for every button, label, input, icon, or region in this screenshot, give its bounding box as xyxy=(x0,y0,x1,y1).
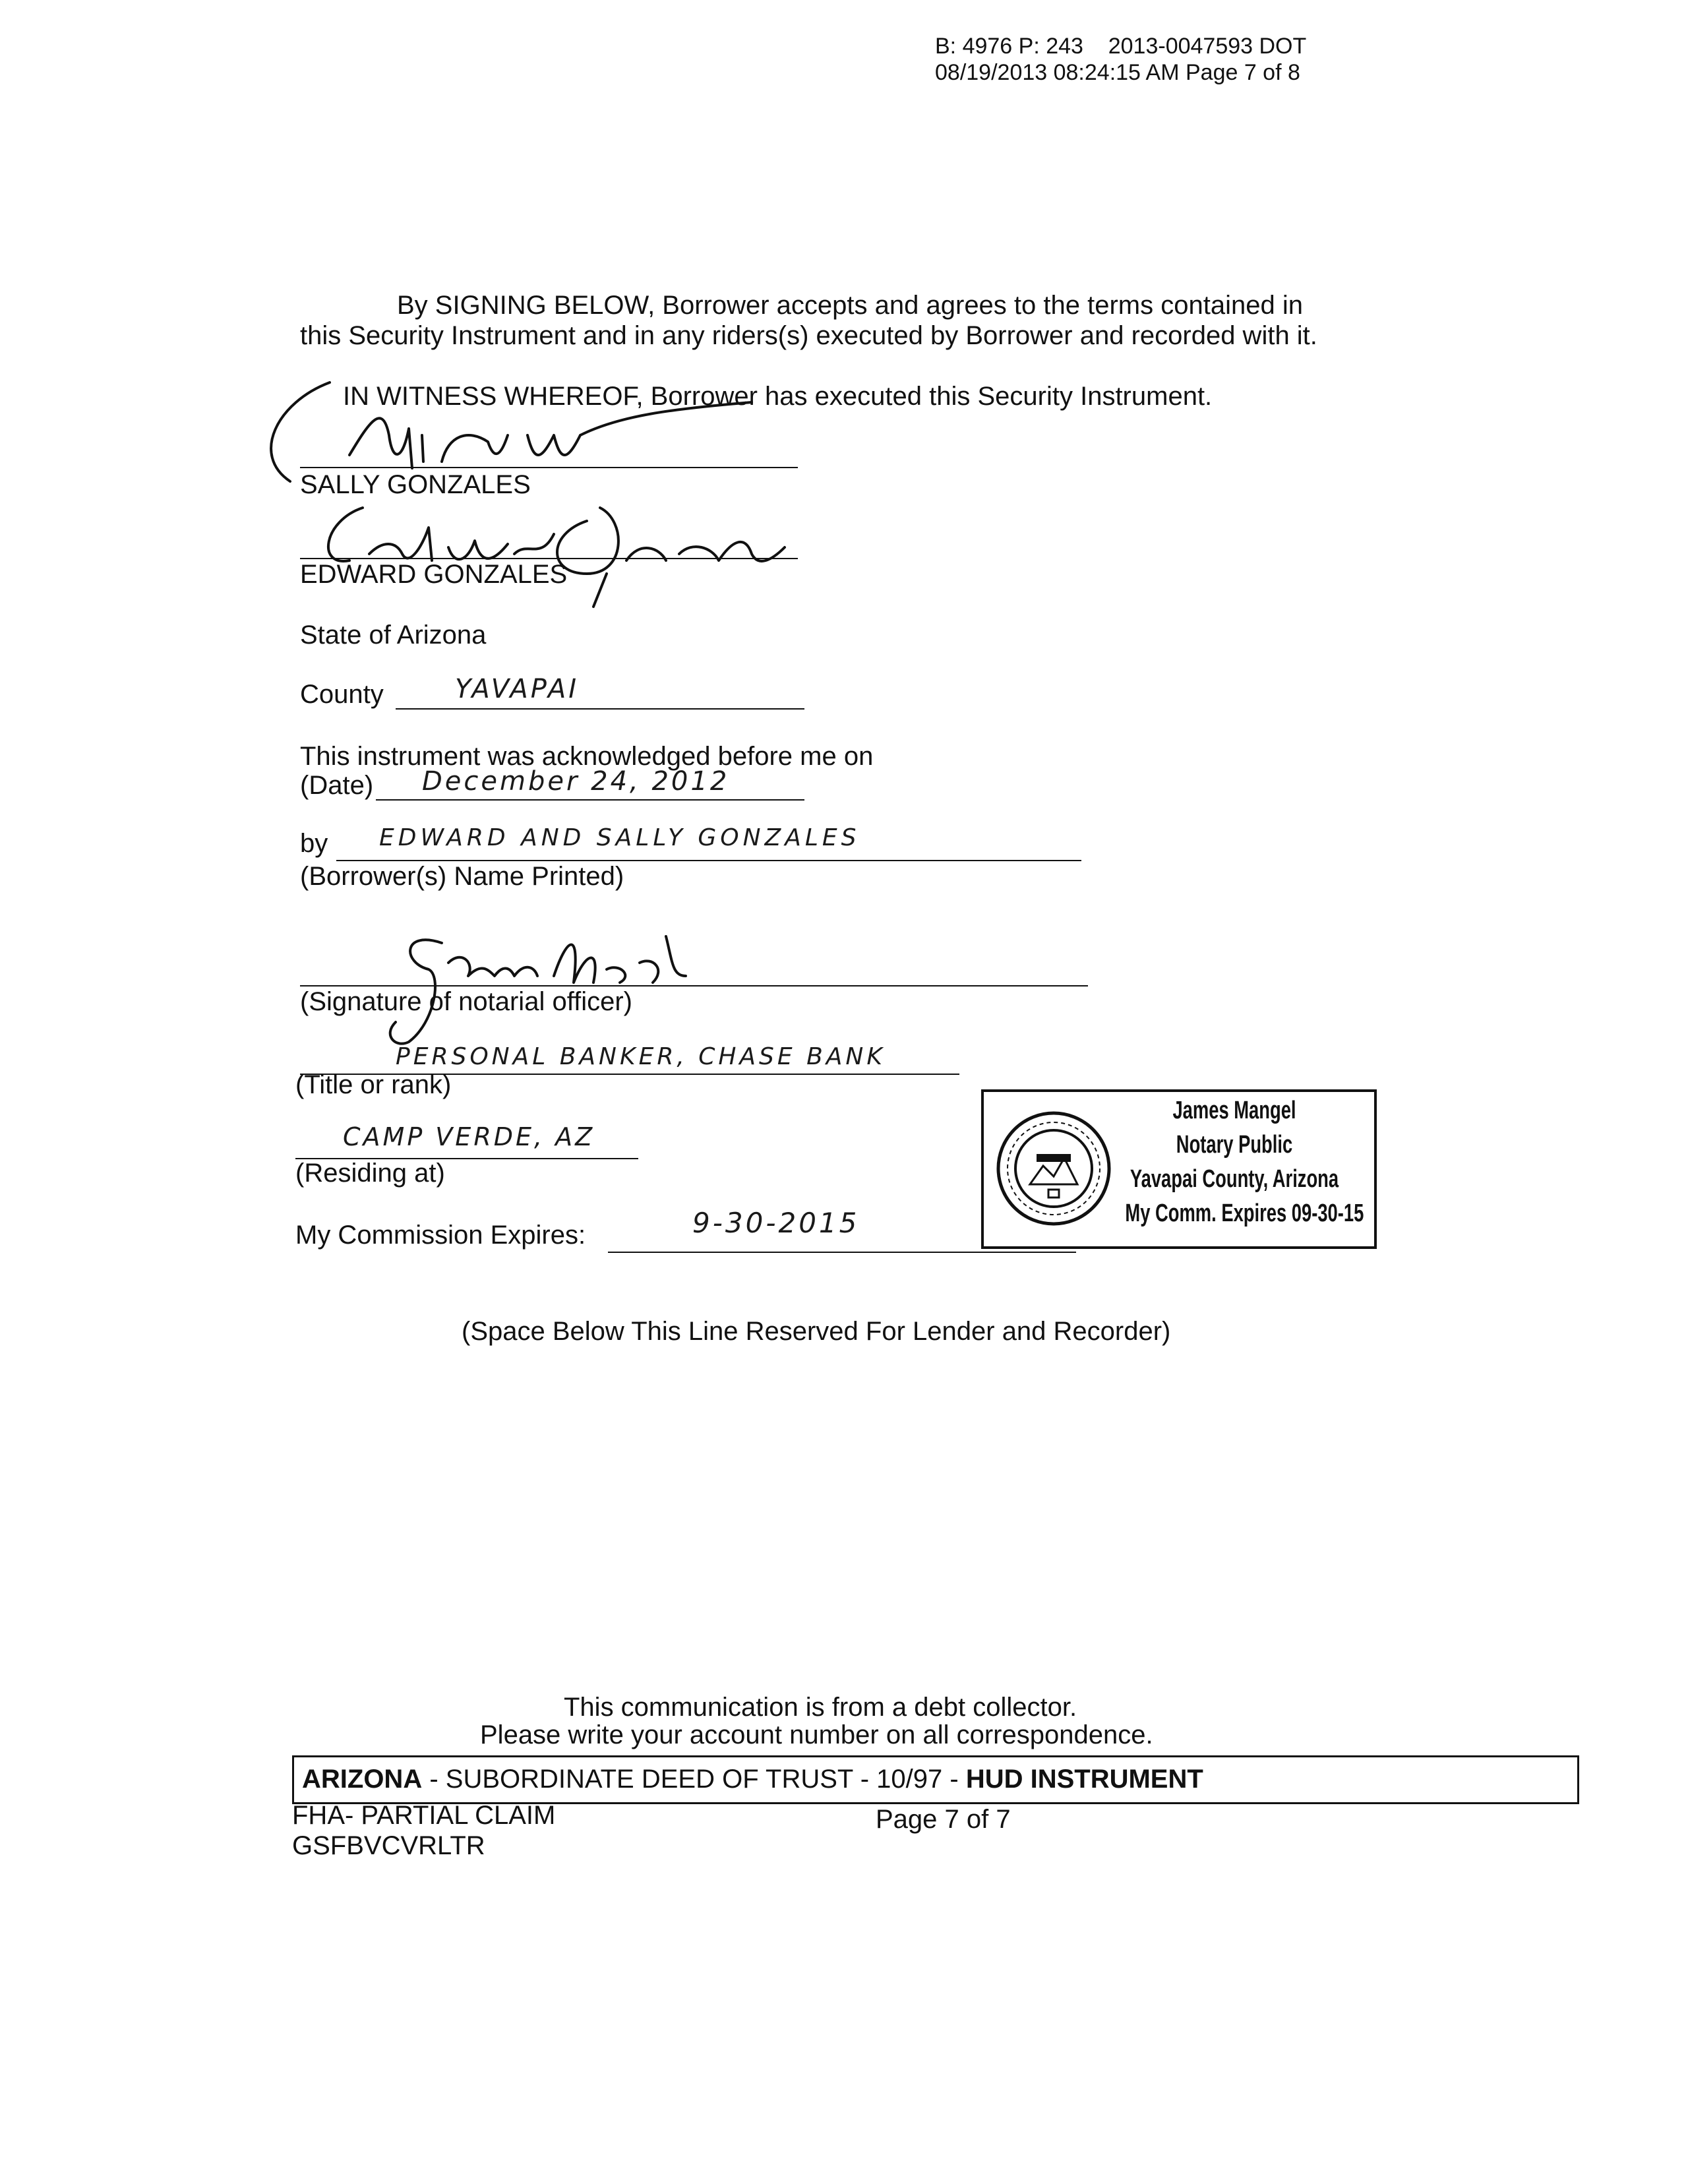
date-underline xyxy=(376,799,804,801)
sally-signature-line xyxy=(300,467,798,468)
recording-header xyxy=(935,33,1306,86)
form-title-box xyxy=(292,1755,1579,1804)
form-code: GSFBVCVRLTR xyxy=(292,1831,485,1860)
county-value: YAVAPAI xyxy=(455,674,579,704)
title-label: (Title or rank) xyxy=(295,1070,452,1099)
debt-collector-notice: This communication is from a debt collector. xyxy=(564,1693,1077,1722)
residing-value: CAMP VERDE, AZ xyxy=(343,1122,595,1151)
reserved-space-note: (Space Below This Line Reserved For Lender and Recorder) xyxy=(462,1317,1171,1346)
recording-line-1: B: 4976 P: 243 2013-0047593 DOT xyxy=(935,34,1307,59)
county-label: County xyxy=(300,680,384,709)
by-label: by xyxy=(300,829,328,858)
form-title xyxy=(302,1764,1203,1794)
residing-label: (Residing at) xyxy=(295,1159,445,1188)
borrower-1-name: SALLY GONZALES xyxy=(300,470,531,499)
commission-value: 9-30-2015 xyxy=(692,1207,860,1239)
stamp-expires: My Comm. Expires 09-30-15 xyxy=(1125,1199,1364,1227)
witness-statement: IN WITNESS WHEREOF, Borrower has executed this Security Instrument. xyxy=(343,382,1213,411)
form-type: HUD INSTRUMENT xyxy=(965,1765,1203,1794)
by-value: EDWARD AND SALLY GONZALES xyxy=(379,824,860,851)
edward-signature xyxy=(310,481,811,613)
form-state: ARIZONA xyxy=(302,1765,423,1794)
notary-signature-label: (Signature of notarial officer) xyxy=(300,987,632,1016)
notary-stamp xyxy=(981,1089,1377,1249)
recording-line-2: 08/19/2013 08:24:15 AM Page 7 of 8 xyxy=(935,60,1300,85)
stamp-notary-name: James Mangel xyxy=(1172,1097,1296,1124)
county-underline xyxy=(396,708,804,710)
stamp-notary-title: Notary Public xyxy=(1176,1131,1293,1159)
commission-underline xyxy=(608,1252,1076,1253)
intro-line-2: this Security Instrument and in any riders(s) executed by Borrower and recorded with it. xyxy=(300,321,1317,350)
page-number: Page 7 of 7 xyxy=(876,1805,1011,1834)
form-description: - SUBORDINATE DEED OF TRUST - 10/97 - xyxy=(422,1765,966,1794)
date-label: (Date) xyxy=(300,771,374,800)
date-value: December 24, 2012 xyxy=(422,766,730,797)
ack-text: This instrument was acknowledged before me on xyxy=(300,742,874,771)
commission-label: My Commission Expires: xyxy=(295,1221,586,1250)
stamp-county: Yavapai County, Arizona xyxy=(1130,1165,1339,1193)
intro-line-1: By SIGNING BELOW, Borrower accepts and agrees to the terms contained in xyxy=(397,291,1303,320)
title-value: PERSONAL BANKER, CHASE BANK xyxy=(396,1043,886,1070)
state-label: State of Arizona xyxy=(300,621,487,650)
claim-type: FHA- PARTIAL CLAIM xyxy=(292,1801,556,1830)
borrower-2-name: EDWARD GONZALES xyxy=(300,560,568,589)
names-printed-label: (Borrower(s) Name Printed) xyxy=(300,862,624,891)
account-number-notice: Please write your account number on all correspondence. xyxy=(480,1720,1153,1749)
sally-signature xyxy=(251,356,778,488)
